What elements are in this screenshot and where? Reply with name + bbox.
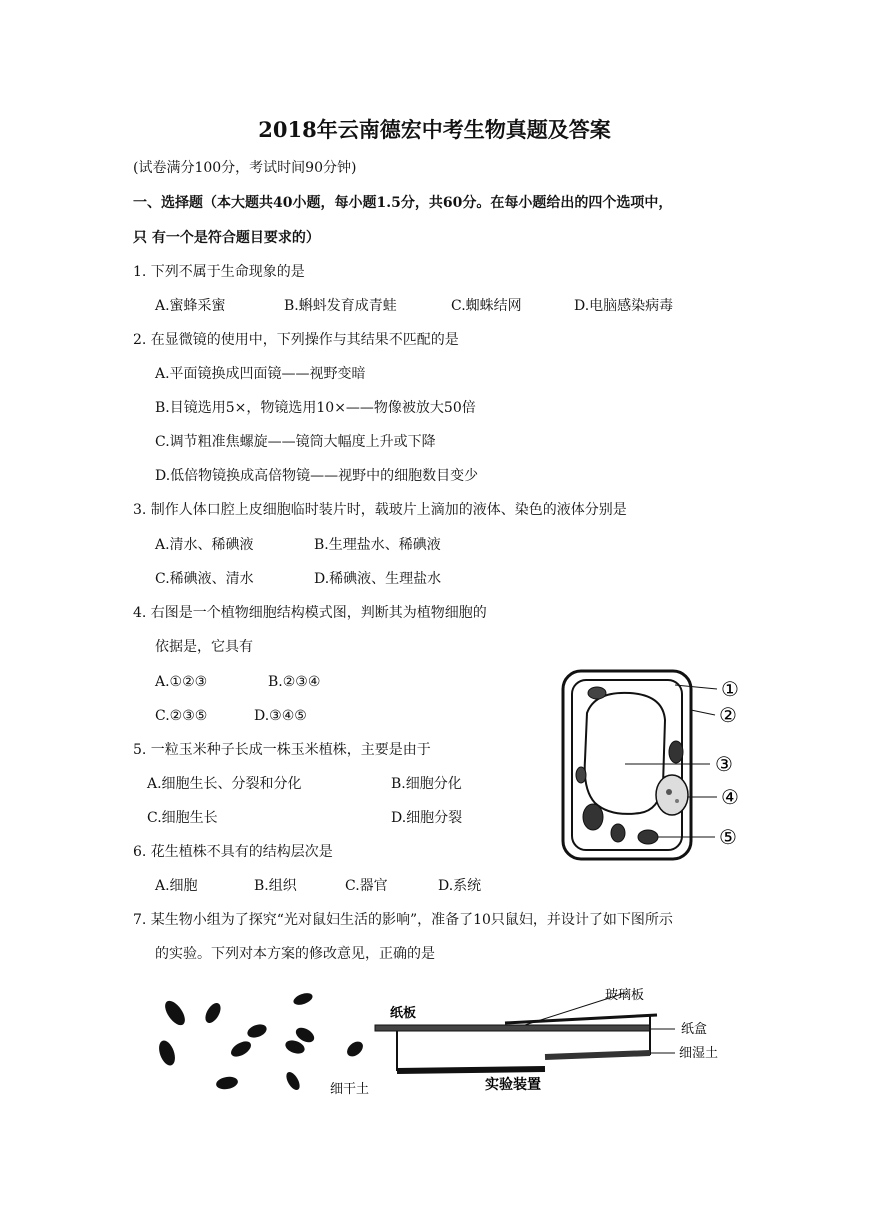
label-wet-soil: 细湿土: [679, 1046, 719, 1061]
chloroplast: [669, 741, 683, 763]
plant-cell-figure: [555, 665, 765, 865]
nucleus: [656, 775, 688, 815]
woodlouse: [161, 998, 189, 1029]
section-heading-line2: 只 有一个是符合题目要求的）: [133, 230, 320, 246]
question-5-option-d: D.细胞分裂: [391, 810, 463, 826]
question-4-option-b: B.②③④: [268, 674, 321, 690]
vacuole: [585, 693, 665, 814]
cell-label-1: ①: [721, 677, 739, 701]
woodlouse: [156, 1038, 178, 1067]
question-4-stem: 4. 右图是一个植物细胞结构模式图，判断其为植物细胞的: [133, 605, 487, 621]
question-1-option-b: B.蝌蚪发育成青蛙: [284, 298, 397, 314]
question-6-option-a: A.细胞: [155, 878, 198, 894]
question-2-option-d: D.低倍物镜换成高倍物镜——视野中的细胞数目变少: [155, 468, 479, 484]
woodlouse: [284, 1070, 303, 1092]
woodlouse: [202, 1000, 223, 1025]
cell-label-5: ⑤: [719, 825, 737, 849]
nucleolus: [666, 789, 672, 795]
cell-label-4: ④: [721, 785, 739, 809]
woodlouse: [292, 991, 314, 1007]
question-7-stem-cont: 的实验。下列对本方案的修改意见，正确的是: [155, 946, 435, 962]
chloroplast: [576, 767, 586, 783]
question-6-option-b: B.组织: [254, 878, 297, 894]
question-2-option-c: C.调节粗准焦螺旋——镜筒大幅度上升或下降: [155, 434, 436, 450]
cell-label-3: ③: [715, 752, 733, 776]
question-3-option-a: A.清水、稀碘液: [155, 537, 254, 553]
woodlice-group: [156, 991, 366, 1092]
cardboard-board: [375, 1025, 650, 1031]
question-2-option-a: A.平面镜换成凹面镜——视野变暗: [155, 366, 366, 382]
woodlouse: [246, 1022, 269, 1040]
question-5-option-c: C.细胞生长: [147, 810, 218, 826]
chloroplast: [611, 824, 625, 842]
question-1-option-c: C.蜘蛛结网: [451, 298, 522, 314]
question-4-option-a: A.①②③: [155, 674, 208, 690]
question-4-option-c: C.②③⑤: [155, 708, 208, 724]
label-paper-box: 纸盒: [681, 1022, 708, 1037]
glass-plate: [505, 1015, 657, 1023]
woodlouse: [215, 1075, 239, 1091]
chromatin-dot: [675, 799, 679, 803]
question-1-option-d: D.电脑感染病毒: [574, 298, 674, 314]
question-4-option-d: D.③④⑤: [254, 708, 307, 724]
woodlouse: [228, 1038, 253, 1059]
question-5-option-b: B.细胞分化: [391, 776, 462, 792]
question-3-stem: 3. 制作人体口腔上皮细胞临时装片时，载玻片上滴加的液体、染色的液体分别是: [133, 502, 627, 518]
question-3-option-c: C.稀碘液、清水: [155, 571, 254, 587]
question-1-option-a: A.蜜蜂采蜜: [155, 298, 226, 314]
question-4-stem-cont: 依据是，它具有: [155, 639, 253, 655]
woodlouse: [344, 1039, 366, 1060]
question-6-option-d: D.系统: [438, 878, 482, 894]
question-6-stem: 6. 花生植株不具有的结构层次是: [133, 844, 333, 860]
question-6-option-c: C.器官: [345, 878, 388, 894]
question-3-option-b: B.生理盐水、稀碘液: [314, 537, 441, 553]
label-dry-soil: 细干土: [330, 1082, 370, 1097]
dry-soil-layer: [397, 1069, 545, 1071]
question-5-stem: 5. 一粒玉米种子长成一株玉米植株，主要是由于: [133, 742, 431, 758]
question-2-option-b: B.目镜选用5×，物镜选用10×——物像被放大50倍: [155, 400, 476, 416]
chloroplast: [583, 804, 603, 830]
question-5-option-a: A.细胞生长、分裂和分化: [147, 776, 302, 792]
exam-info: (试卷满分100分，考试时间90分钟): [133, 160, 357, 176]
label-cardboard: 纸板: [390, 1006, 417, 1021]
label-glass-plate: 玻璃板: [605, 988, 645, 1003]
cell-label-2: ②: [719, 703, 737, 727]
label-line-2: [691, 710, 715, 715]
question-2-stem: 2. 在显微镜的使用中，下列操作与其结果不匹配的是: [133, 332, 459, 348]
page-title: 2018年云南德宏中考生物真题及答案: [258, 117, 611, 142]
question-7-stem: 7. 某生物小组为了探究“光对鼠妇生活的影响”，准备了10只鼠妇，并设计了如下图所示: [133, 912, 673, 928]
experiment-figure: [145, 985, 765, 1100]
label-apparatus: 实验装置: [485, 1077, 541, 1093]
wet-soil-layer: [545, 1053, 650, 1057]
section-heading-line1: 一、选择题（本大题共40小题，每小题1.5分，共60分。在每小题给出的四个选项中，: [133, 195, 673, 211]
question-3-option-d: D.稀碘液、生理盐水: [314, 571, 442, 587]
cell-wall-outer: [563, 671, 691, 859]
question-1-stem: 1. 下列不属于生命现象的是: [133, 264, 305, 280]
chloroplast: [638, 830, 658, 844]
chloroplast: [588, 687, 606, 699]
